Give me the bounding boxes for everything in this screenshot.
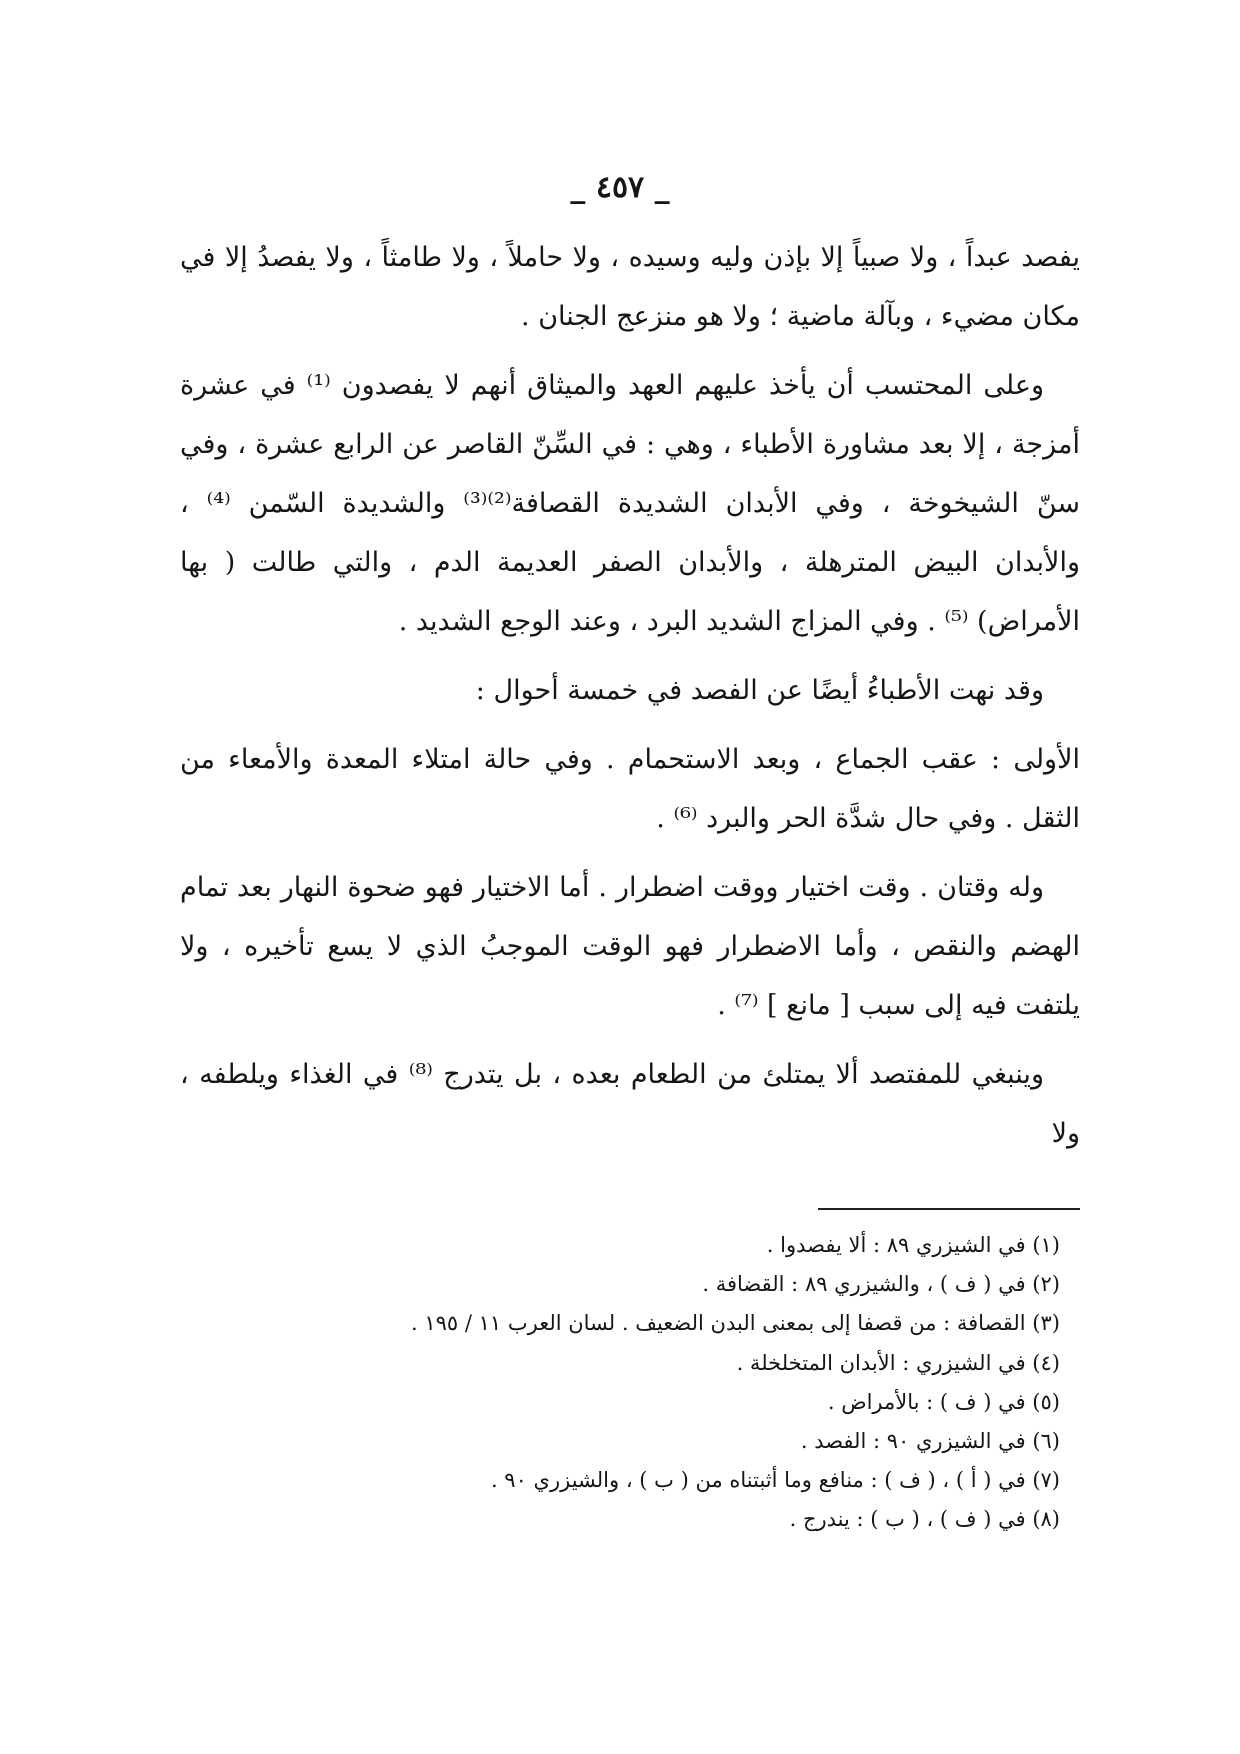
footnote-7: (٧) في ( أ ) ، ( ف ) : منافع وما أثبتناه من ( ب ) ، والشيزري ٩٠ .: [490, 1468, 1060, 1493]
footnote-1: (١) في الشيزري ٨٩ : ألا يفصدوا .: [766, 1233, 1060, 1257]
footnote-4: (٤) في الشيزري : الأبدان المتخلخلة .: [736, 1350, 1060, 1375]
footnote-2: (٢) في ( ف ) ، والشيزري ٨٩ : القضافة .: [702, 1272, 1060, 1297]
paragraph-3: وقد نهت الأطباءُ أيضًا عن الفصد في خمسة أحوال :: [475, 675, 1044, 706]
footnote-3: (٣) القصافة : من قصفا إلى بمعنى البدن الضعيف . لسان العرب ١١ / ١٩٥ .: [410, 1311, 1060, 1336]
paragraph-5: وله وقتان . وقت اختيار ووقت اضطرار . أما الاختيار فهو ضحوة النهار بعد تمام الهضم والنقص ، وأما الاضطرار فهو الوقت الموجبُ الذي لا يسع تأخيره ، ولا يلتفت فيه إلى سبب [ مانع ] ⁽⁷⁾ .: [180, 872, 1080, 1021]
main-text: [180, 228, 1080, 1173]
paragraph-4: الأولى : عقب الجماع ، وبعد الاستحمام . وفي حالة امتلاء المعدة والأمعاء من الثقل . وفي حال شدَّة الحر والبرد ⁽⁶⁾ .: [180, 744, 1080, 834]
footnotes: [180, 1226, 1060, 1540]
page-number: _ ٤٥٧ _: [570, 170, 670, 205]
footnote-divider: [818, 1208, 1080, 1210]
paragraph-6: وينبغي للمفتصد ألا يمتلئ من الطعام بعده ، بل يتدرج ⁽⁸⁾ في الغذاء ويلطفه ، ولا: [180, 1059, 1080, 1149]
footnote-8: (٨) في ( ف ) ، ( ب ) : يندرج .: [789, 1507, 1060, 1532]
paragraph-1: يفصد عبداً ، ولا صبياً إلا بإذن وليه وسيده ، ولا حاملاً ، ولا طامثاً ، ولا يفصدُ إلا في مكان مضيء ، وبآلة ماضية ؛ ولا هو منزعج الجنان .: [180, 242, 1080, 332]
paragraph-2: وعلى المحتسب أن يأخذ عليهم العهد والميثاق أنهم لا يفصدون ⁽¹⁾ في عشرة أمزجة ، إلا بعد مشاورة الأطباء ، وهي : في السِّنّ القاصر عن الرابع عشرة ، وفي سنّ الشيخوخة ، وفي الأبدان الشديدة القصافة⁽²⁾⁽³⁾ والشديدة السّمن ⁽⁴⁾ ، والأبدان البيض المترهلة ، والأبدان الصفر العديمة الدم ، والتي طالت ( بها الأمراض) ⁽⁵⁾ . وفي المزاج الشديد البرد ، وعند الوجع الشديد .: [180, 370, 1080, 637]
footnote-5: (٥) في ( ف ) : بالأمراض .: [827, 1389, 1060, 1414]
footnote-6: (٦) في الشيزري ٩٠ : الفصد .: [800, 1428, 1060, 1453]
